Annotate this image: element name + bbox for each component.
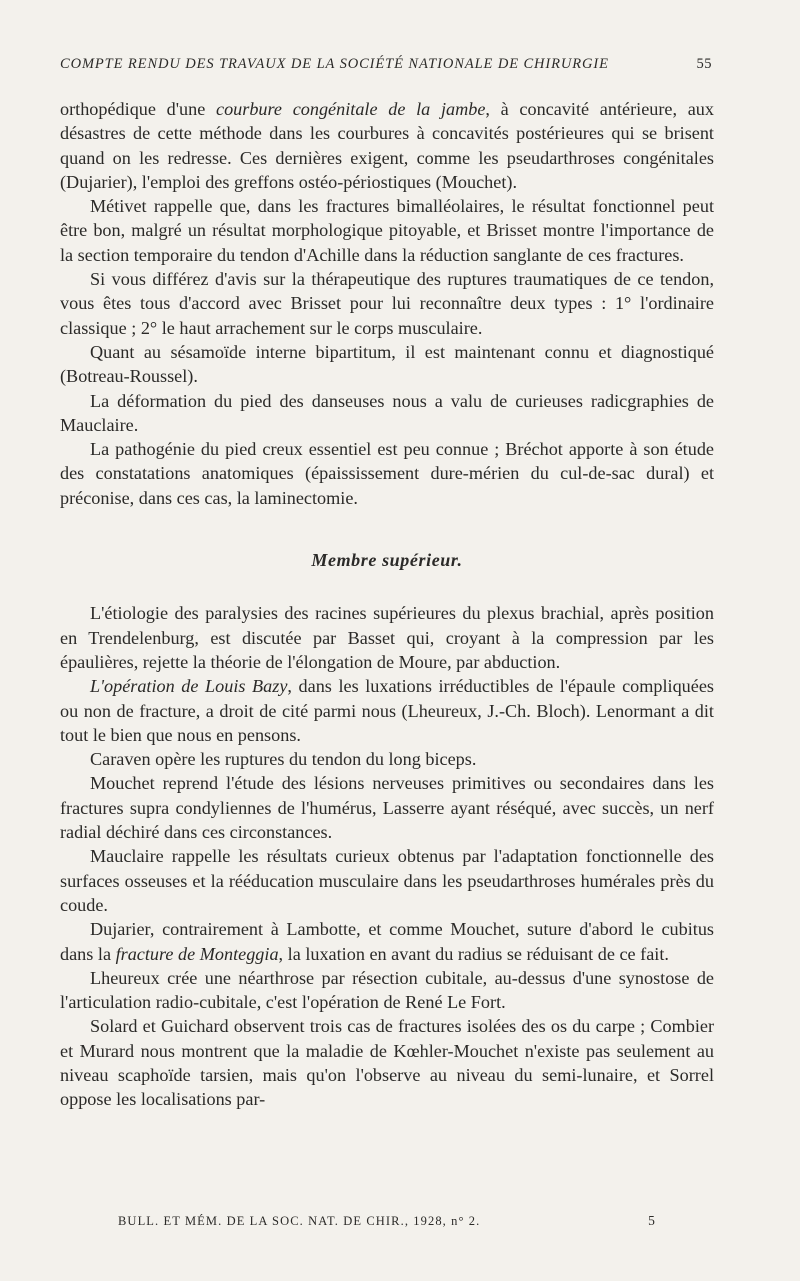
paragraph	[60, 437, 714, 510]
text-run: Caraven opère les ruptures du tendon du long biceps.	[90, 749, 477, 770]
page-footer	[118, 1213, 656, 1229]
text-run: Dujarier, contrairement à Lambotte, et comme Mouchet, suture d'abord le cubitus dans la	[60, 919, 714, 964]
paragraph	[60, 267, 714, 340]
text-run: Solard et Guichard observent trois cas de fractures isolées des os du carpe ; Combier et Murard nous montrent que la maladie de Kœhler-Mouchet n'existe pas seulement au niveau scaphoïde tarsien, mais qu'on l'observe au niveau du semi-lunaire, et Sorrel oppose les localisations par-	[60, 1016, 714, 1110]
signature-mark: 5	[648, 1213, 656, 1228]
text-run: orthopédique d'une	[60, 99, 216, 119]
paragraph	[60, 747, 714, 771]
running-title: COMPTE RENDU DES TRAVAUX DE LA SOCIÉTÉ NATIONALE DE CHIRURGIE	[60, 56, 609, 72]
text-run: Métivet rappelle que, dans les fractures bimalléolaires, le résultat fonctionnel peut être bon, malgré un résultat morphologique pitoyable, et Brisset montre l'importance de la section temporaire du tendon d'Achille dans la réduction sanglante de ces fractures.	[60, 196, 714, 265]
section-heading: Membre supérieur.	[311, 550, 463, 571]
paragraph	[60, 601, 714, 674]
text-run: La pathogénie du pied creux essentiel est peu connue ; Bréchot apporte à son étude des constatations anatomiques (épaississement dure-mérien du cul-de-sac dural) et préconise, dans ces cas, la laminectomie.	[60, 439, 714, 508]
paragraph	[60, 194, 714, 267]
paragraph	[60, 389, 714, 438]
text-body	[60, 97, 714, 1112]
text-run: La déformation du pied des danseuses nous a valu de curieuses radicgraphies de Mauclaire.	[60, 390, 714, 435]
text-run: , à concavité antérieure, aux désastres de cette méthode dans les courbures à concavités postérieures qui se brisent quand on les redresse. Ces dernières exigent, comme les pseudarthroses congénitales (Dujarier), l'emploi des greffons ostéo-périostiques (Mouchet).	[60, 99, 714, 192]
paragraph	[60, 340, 714, 389]
paragraph	[60, 844, 714, 917]
text-run: Si vous différez d'avis sur la thérapeutique des ruptures traumatiques de ce tendon, vous êtes tous d'accord avec Brisset pour lui reconnaître deux types : 1° l'ordinaire classique ; 2° le haut arrachement sur le corps musculaire.	[60, 269, 714, 338]
text-run: L'étiologie des paralysies des racines supérieures du plexus brachial, après position en Trendelenburg, est discutée par Basset qui, croyant à la compression par les épaulières, rejette la théorie de l'élongation de Moure, par abduction.	[60, 603, 714, 672]
paragraph	[60, 674, 714, 747]
text-run: Mauclaire rappelle les résultats curieux obtenus par l'adaptation fonctionnelle des surfaces osseuses et la rééducation musculaire dans les pseudarthroses humérales près du coude.	[60, 846, 714, 915]
paragraph	[60, 917, 714, 966]
paragraph	[60, 771, 714, 844]
text-run: , la luxation en avant du radius se réduisant de ce fait.	[278, 943, 669, 964]
journal-citation: BULL. ET MÉM. DE LA SOC. NAT. DE CHIR., 1928, n° 2.	[118, 1214, 481, 1228]
paragraph	[60, 966, 714, 1015]
text-run: Quant au sésamoïde interne bipartitum, il est maintenant connu et diagnostiqué (Botreau-Roussel).	[60, 341, 714, 387]
page-number: 55	[696, 56, 712, 72]
text-run: , dans les luxations irréductibles de l'épaule compliquées ou non de fracture, a droit de cité parmi nous (Lheureux, J.-Ch. Bloch). Lenormant a dit tout le bien que nous en pensons.	[60, 676, 714, 745]
italic-run: fracture de Monteggia	[115, 943, 279, 964]
text-run: Lheureux crée une néarthrose par résection cubitale, au-dessus d'une synostose de l'articulation radio-cubitale, c'est l'opération de René Le Fort.	[60, 967, 714, 1013]
italic-run: courbure congénitale de la jambe	[216, 99, 486, 119]
paragraph	[60, 1014, 714, 1111]
paragraphs-top	[60, 97, 714, 510]
running-header	[60, 56, 712, 73]
paragraph	[60, 97, 714, 194]
italic-run: L'opération de Louis Bazy	[90, 676, 288, 697]
paragraphs-bottom	[60, 601, 714, 1111]
text-run: Mouchet reprend l'étude des lésions nerveuses primitives ou secondaires dans les fractures supra condyliennes de l'humérus, Lasserre ayant réséqué, avec succès, un nerf radial déchiré dans ces circonstances.	[60, 773, 714, 843]
